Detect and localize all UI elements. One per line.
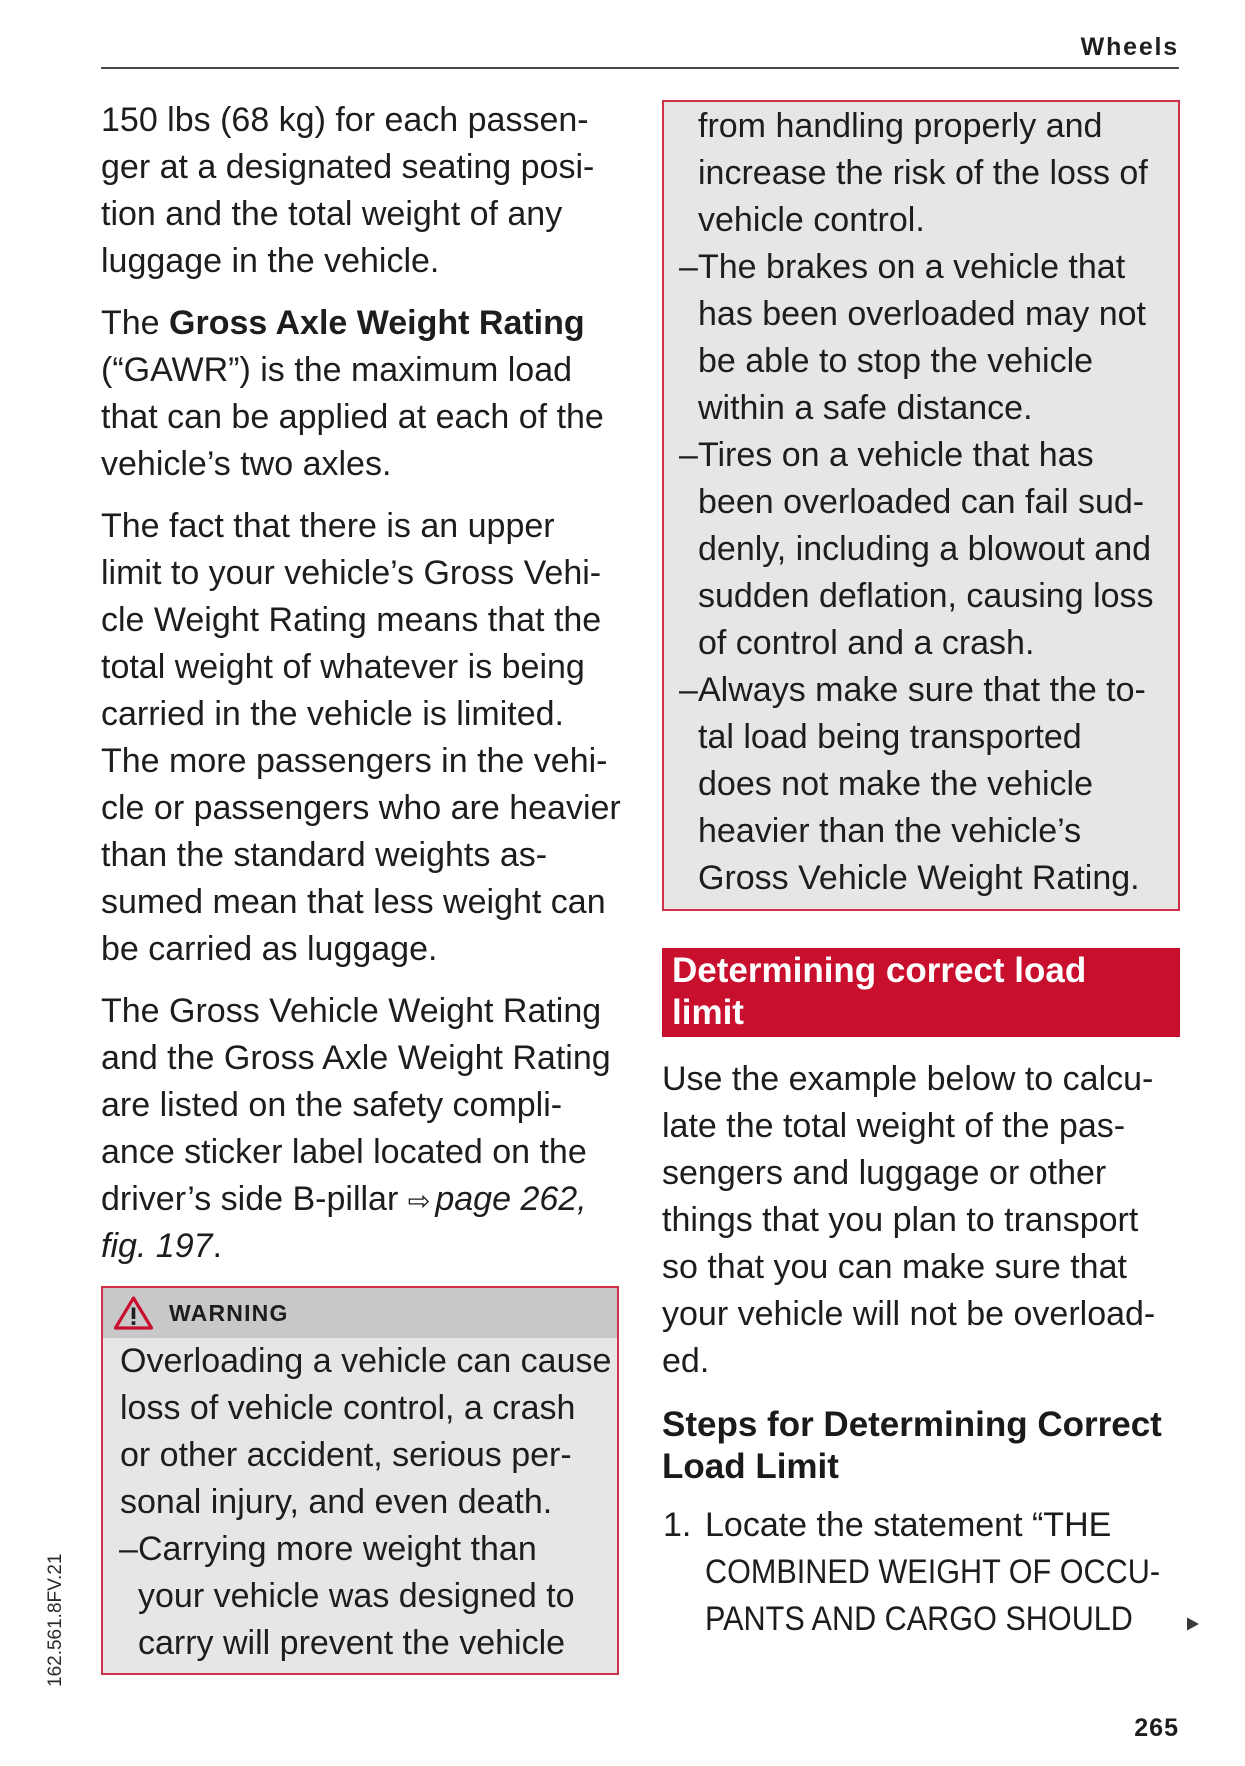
text-line: your vehicle will not be overload- bbox=[662, 1295, 1156, 1333]
paragraph-gawr-definition bbox=[101, 300, 623, 488]
text-line: luggage in the vehicle. bbox=[101, 242, 440, 280]
text-line bbox=[705, 1549, 1182, 1596]
heading-line: limit bbox=[672, 993, 744, 1032]
paragraph-rating-location bbox=[101, 988, 623, 1270]
heading-line: Steps for Determining Correct bbox=[662, 1405, 1162, 1444]
text-line: been overloaded can fail sud- bbox=[698, 483, 1145, 521]
warning-bullet bbox=[680, 244, 1178, 432]
text-segment: The bbox=[101, 304, 170, 342]
text-line: The Gross Vehicle Weight Rating bbox=[101, 992, 602, 1030]
text-line: things that you plan to transport bbox=[662, 1201, 1139, 1239]
text-line: vehicle’s two axles. bbox=[101, 445, 392, 483]
text-line: Tires on a vehicle that has bbox=[698, 436, 1094, 474]
heading-line: Determining correct load bbox=[672, 951, 1087, 990]
text-line: so that you can make sure that bbox=[662, 1248, 1127, 1286]
text-line: Locate the statement “THE bbox=[705, 1506, 1112, 1544]
text-line: from handling properly and bbox=[698, 107, 1103, 145]
text-line: sengers and luggage or other bbox=[662, 1154, 1107, 1192]
text-line: are listed on the safety compli- bbox=[101, 1086, 563, 1124]
section-heading bbox=[662, 948, 1180, 1037]
text-line bbox=[101, 1176, 623, 1223]
text-line: loss of vehicle control, a crash bbox=[120, 1389, 576, 1427]
text-line: Overloading a vehicle can cause bbox=[120, 1342, 612, 1380]
text-line bbox=[705, 1596, 1182, 1643]
bullet-dash: – bbox=[119, 1530, 138, 1568]
text-line: total weight of whatever is being bbox=[101, 648, 585, 686]
heading-line: Load Limit bbox=[662, 1447, 839, 1486]
text-segment: PANTS AND CARGO SHOULD bbox=[705, 1600, 1133, 1638]
defined-term: Gross Axle Weight Rating bbox=[169, 304, 585, 342]
warning-triangle-icon bbox=[113, 1295, 154, 1331]
text-segment: . bbox=[212, 1227, 222, 1265]
list-item bbox=[662, 1502, 1182, 1643]
text-line: carried in the vehicle is limited. bbox=[101, 695, 564, 733]
text-line: The more passengers in the vehi- bbox=[101, 742, 608, 780]
text-line: ance sticker label located on the bbox=[101, 1133, 587, 1171]
text-segment: driver’s side B-pillar bbox=[101, 1180, 408, 1218]
left-column bbox=[101, 97, 623, 1270]
warning-header bbox=[103, 1288, 617, 1338]
text-line: Always make sure that the to- bbox=[698, 671, 1146, 709]
bullet-dash: – bbox=[679, 248, 698, 286]
continue-arrow-icon bbox=[1186, 1617, 1200, 1631]
text-line: your vehicle was designed to bbox=[138, 1577, 575, 1615]
text-line: ger at a designated seating posi- bbox=[101, 148, 595, 186]
text-line: tion and the total weight of any bbox=[101, 195, 563, 233]
text-line: late the total weight of the pas- bbox=[662, 1107, 1126, 1145]
text-line: of control and a crash. bbox=[698, 624, 1035, 662]
text-line: within a safe distance. bbox=[698, 389, 1033, 427]
text-line: increase the risk of the loss of bbox=[698, 154, 1148, 192]
exclamation-dot bbox=[132, 1321, 136, 1325]
text-line: 150 lbs (68 kg) for each passen- bbox=[101, 101, 589, 139]
warning-box-continued bbox=[662, 100, 1180, 911]
exclamation-stroke bbox=[132, 1308, 136, 1320]
text-line: sonal injury, and even death. bbox=[120, 1483, 553, 1521]
paragraph-weight-limit bbox=[101, 503, 623, 973]
text-line: The fact that there is an upper bbox=[101, 507, 555, 545]
text-line: heavier than the vehicle’s bbox=[698, 812, 1082, 850]
steps-list bbox=[662, 1502, 1182, 1643]
text-line: Use the example below to calcu- bbox=[662, 1060, 1154, 1098]
document-code: 162.561.8FV.21 bbox=[45, 1553, 66, 1687]
warning-bullet-continued bbox=[680, 103, 1178, 244]
text-line bbox=[101, 300, 623, 347]
text-line: sudden deflation, causing loss bbox=[698, 577, 1154, 615]
header-rule bbox=[101, 67, 1179, 69]
text-line: does not make the vehicle bbox=[698, 765, 1094, 803]
steps-subheading bbox=[662, 1404, 1182, 1488]
bullet-dash: – bbox=[679, 671, 698, 709]
text-line: (“GAWR”) is the maximum load bbox=[101, 351, 573, 389]
text-segment: COMBINED WEIGHT OF OCCU- bbox=[705, 1553, 1161, 1591]
text-line: be carried as luggage. bbox=[101, 930, 438, 968]
text-line: be able to stop the vehicle bbox=[698, 342, 1094, 380]
text-line: or other accident, serious per- bbox=[120, 1436, 572, 1474]
paragraph-passenger-weight bbox=[101, 97, 623, 285]
running-header-title: Wheels bbox=[1080, 33, 1179, 61]
text-line: Gross Vehicle Weight Rating. bbox=[698, 859, 1140, 897]
cross-reference-link[interactable]: fig. 197 bbox=[101, 1227, 213, 1265]
text-line: than the standard weights as- bbox=[101, 836, 548, 874]
warning-bullet bbox=[120, 1526, 617, 1667]
bullet-dash: – bbox=[679, 436, 698, 474]
text-line: that can be applied at each of the bbox=[101, 398, 604, 436]
warning-bullet bbox=[680, 667, 1178, 902]
text-line: vehicle control. bbox=[698, 201, 925, 239]
text-line: The brakes on a vehicle that bbox=[698, 248, 1126, 286]
page-number: 265 bbox=[1134, 1714, 1179, 1742]
text-line bbox=[101, 1223, 623, 1270]
text-line: and the Gross Axle Weight Rating bbox=[101, 1039, 611, 1077]
cross-reference-link[interactable]: page 262, bbox=[435, 1180, 587, 1218]
text-line: has been overloaded may not bbox=[698, 295, 1146, 333]
text-line: denly, including a blowout and bbox=[698, 530, 1152, 568]
text-line: carry will prevent the vehicle bbox=[138, 1624, 566, 1662]
warning-bullet bbox=[680, 432, 1178, 667]
warning-box bbox=[101, 1286, 619, 1675]
text-line: cle Weight Rating means that the bbox=[101, 601, 602, 639]
warning-title: WARNING bbox=[169, 1300, 289, 1326]
text-line: tal load being transported bbox=[698, 718, 1082, 756]
step-number: 1. bbox=[663, 1506, 692, 1544]
text-line: cle or passengers who are heavier bbox=[101, 789, 621, 827]
text-line: sumed mean that less weight can bbox=[101, 883, 606, 921]
continue-arrow-shape bbox=[1187, 1618, 1199, 1631]
text-line: limit to your vehicle’s Gross Vehi- bbox=[101, 554, 602, 592]
text-line: ed. bbox=[662, 1342, 710, 1380]
warning-body bbox=[103, 1338, 617, 1667]
cross-reference-arrow-icon: ⇨ bbox=[407, 1186, 431, 1217]
section-intro-paragraph bbox=[662, 1056, 1182, 1385]
text-line: Carrying more weight than bbox=[138, 1530, 537, 1568]
